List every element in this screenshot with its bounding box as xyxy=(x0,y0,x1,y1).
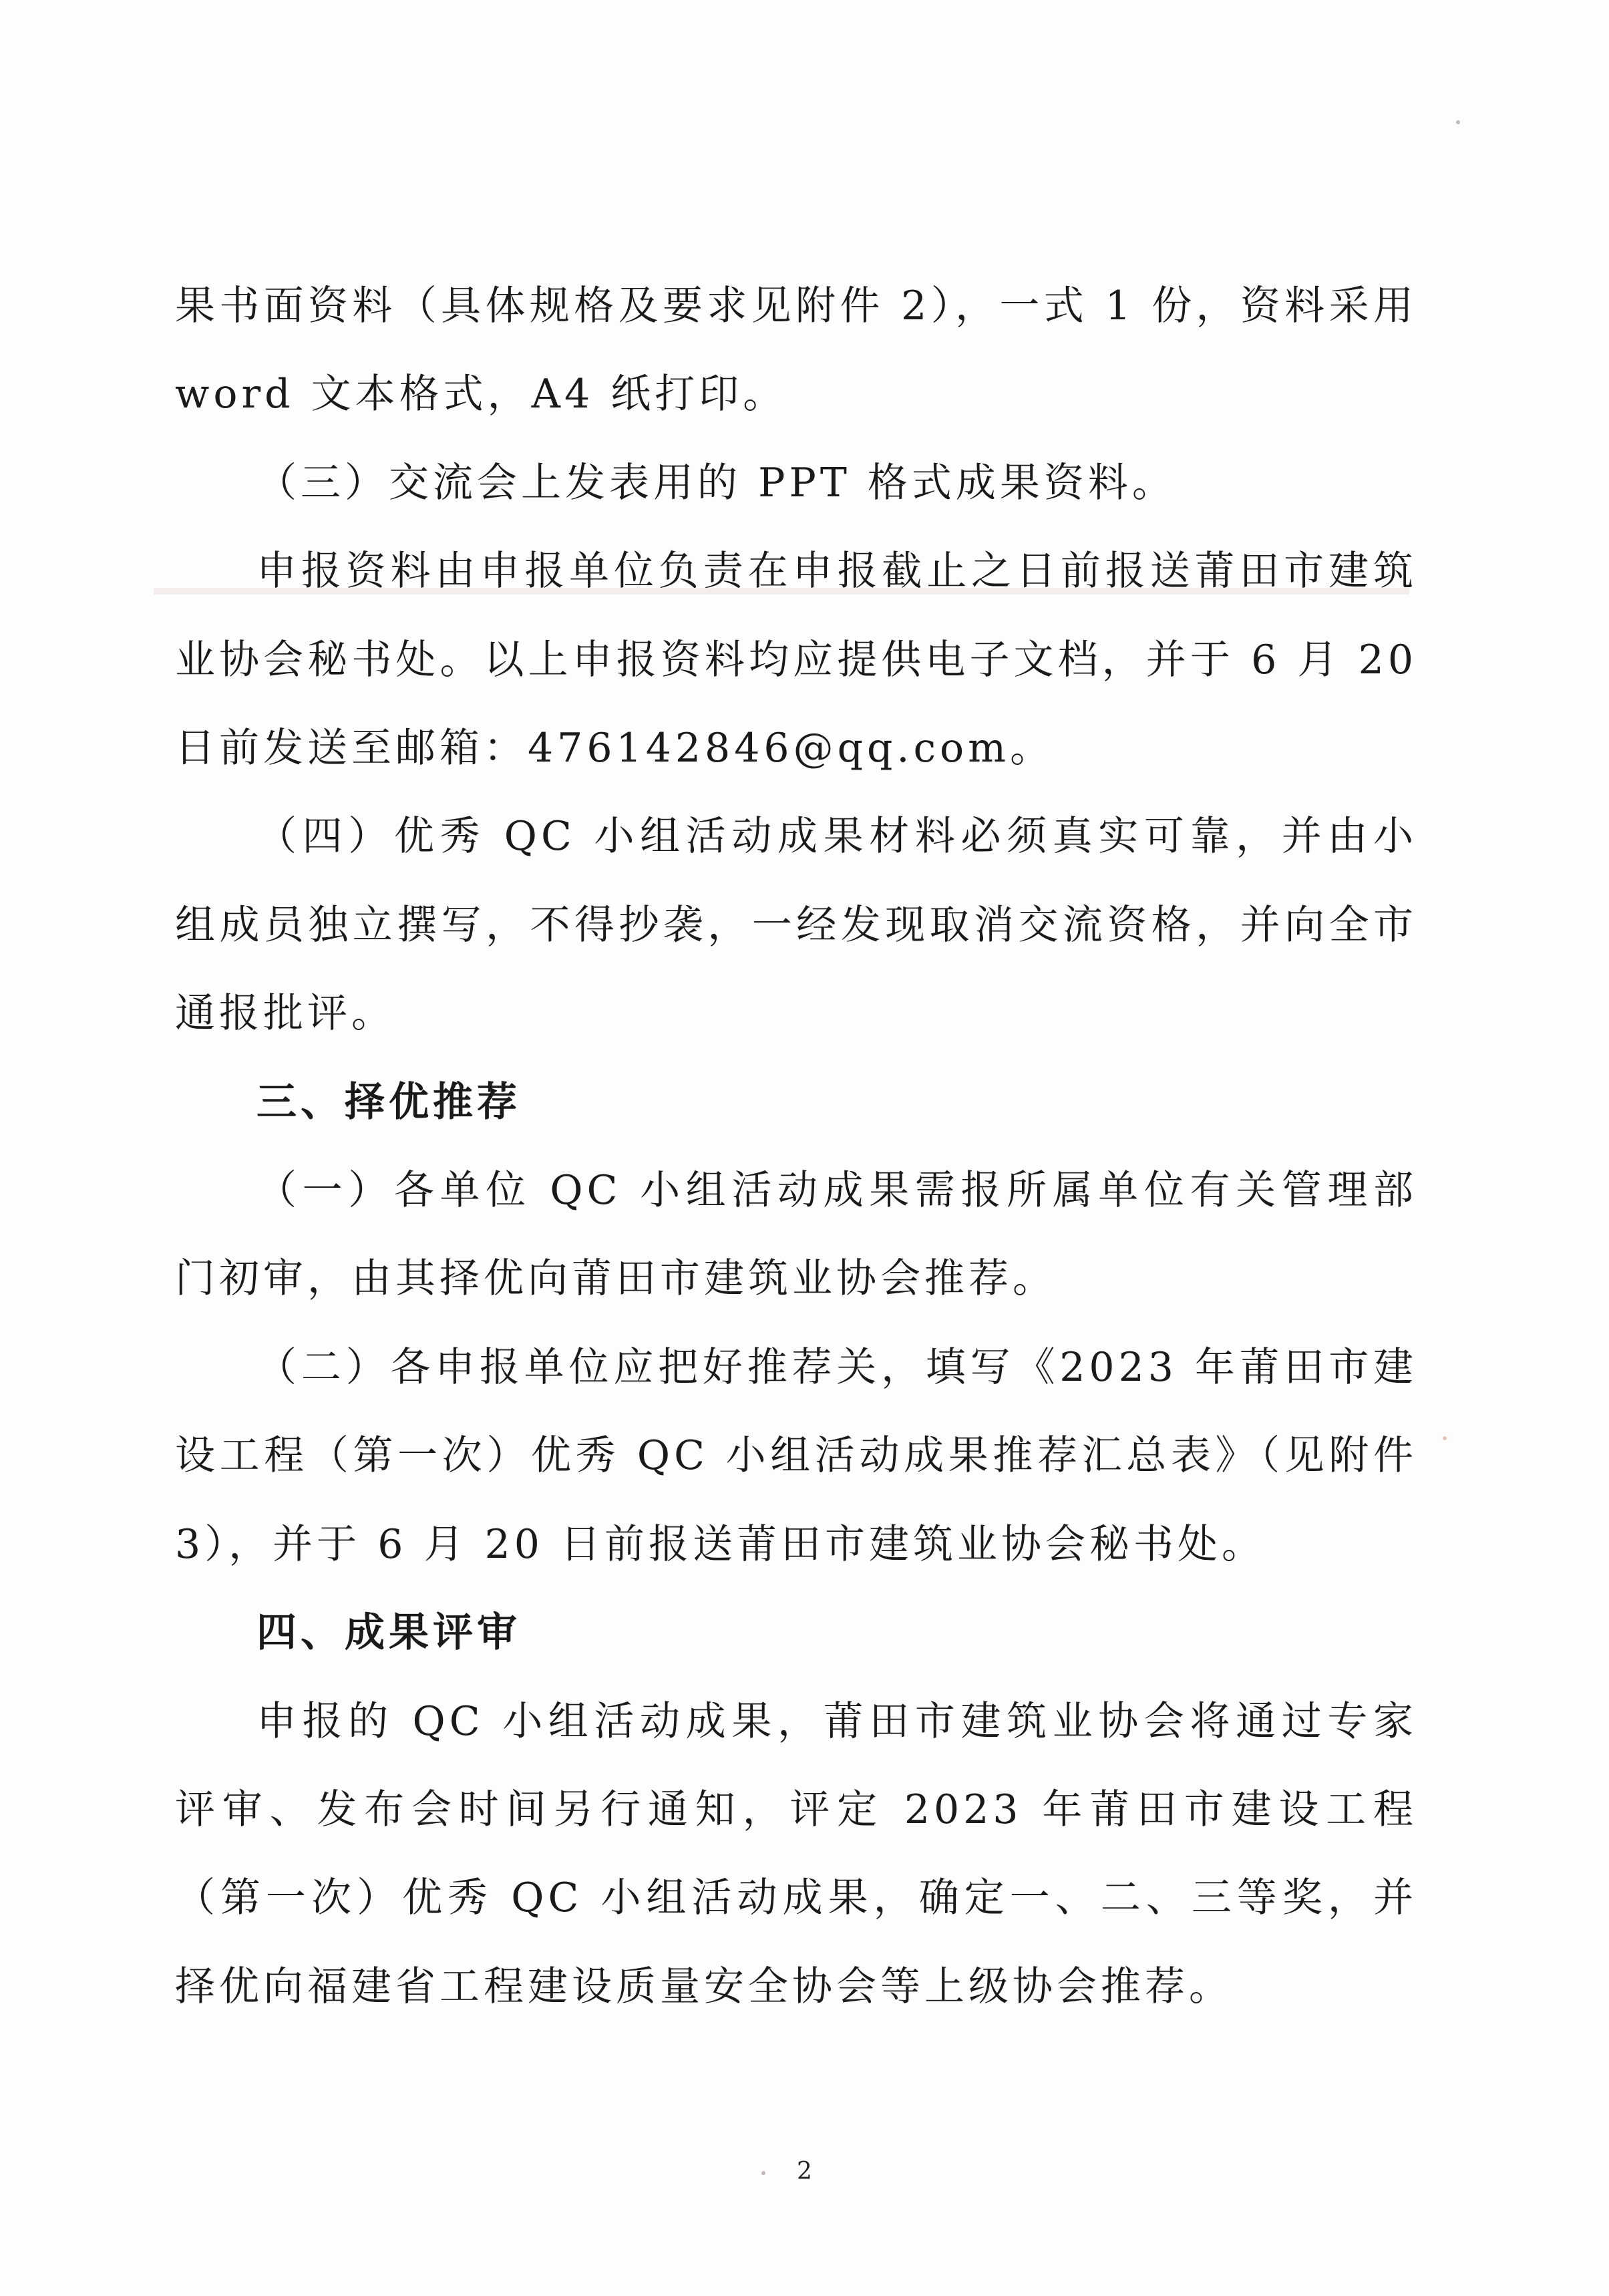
scan-speck xyxy=(1443,1436,1447,1440)
paragraph-ppt-materials: （三）交流会上发表用的 PPT 格式成果资料。 xyxy=(256,459,1176,506)
section-heading-evaluation: 四、成果评审 xyxy=(256,1609,521,1657)
scan-speck xyxy=(761,2171,765,2175)
scan-speck xyxy=(1456,120,1460,124)
paragraph-summary-form: （二）各申报单位应把好推荐关，填写《2023 年莆田市建设工程（第一次）优秀 QC 小组活动成果推荐汇总表》（见附件 3），并于 6 月 20 日前报送莆田市建筑业协会秘书处。 xyxy=(175,1343,1417,1568)
section-heading-recommendation: 三、择优推荐 xyxy=(256,1078,521,1126)
paragraph-initial-review: （一）各单位 QC 小组活动成果需报所属单位有关管理部门初审，由其择优向莆田市建筑业协会推荐。 xyxy=(175,1167,1417,1303)
paragraph-evaluation: 申报的 QC 小组活动成果，莆田市建筑业协会将通过专家评审、发布会时间另行通知，评定 2023 年莆田市建设工程（第一次）优秀 QC 小组活动成果，确定一、二、三等奖，并择优向福建省工程建设质量安全协会等上级协会推荐。 xyxy=(175,1697,1417,2010)
page-number: 2 xyxy=(797,2158,812,2185)
paragraph-continuation: 果书面资料（具体规格及要求见附件 2），一式 1 份，资料采用 word 文本格式，A4 纸打印。 xyxy=(175,283,1417,418)
document-body xyxy=(175,262,1417,2031)
paragraph-submission-deadline: 申报资料由申报单位负责在申报截止之日前报送莆田市建筑业协会秘书处。以上申报资料均应提供电子文档，并于 6 月 20 日前发送至邮箱：476142846@qq.com。 xyxy=(175,548,1417,772)
paragraph-authenticity: （四）优秀 QC 小组活动成果材料必须真实可靠，并由小组成员独立撰写，不得抄袭，一经发现取消交流资格，并向全市通报批评。 xyxy=(175,813,1417,1037)
